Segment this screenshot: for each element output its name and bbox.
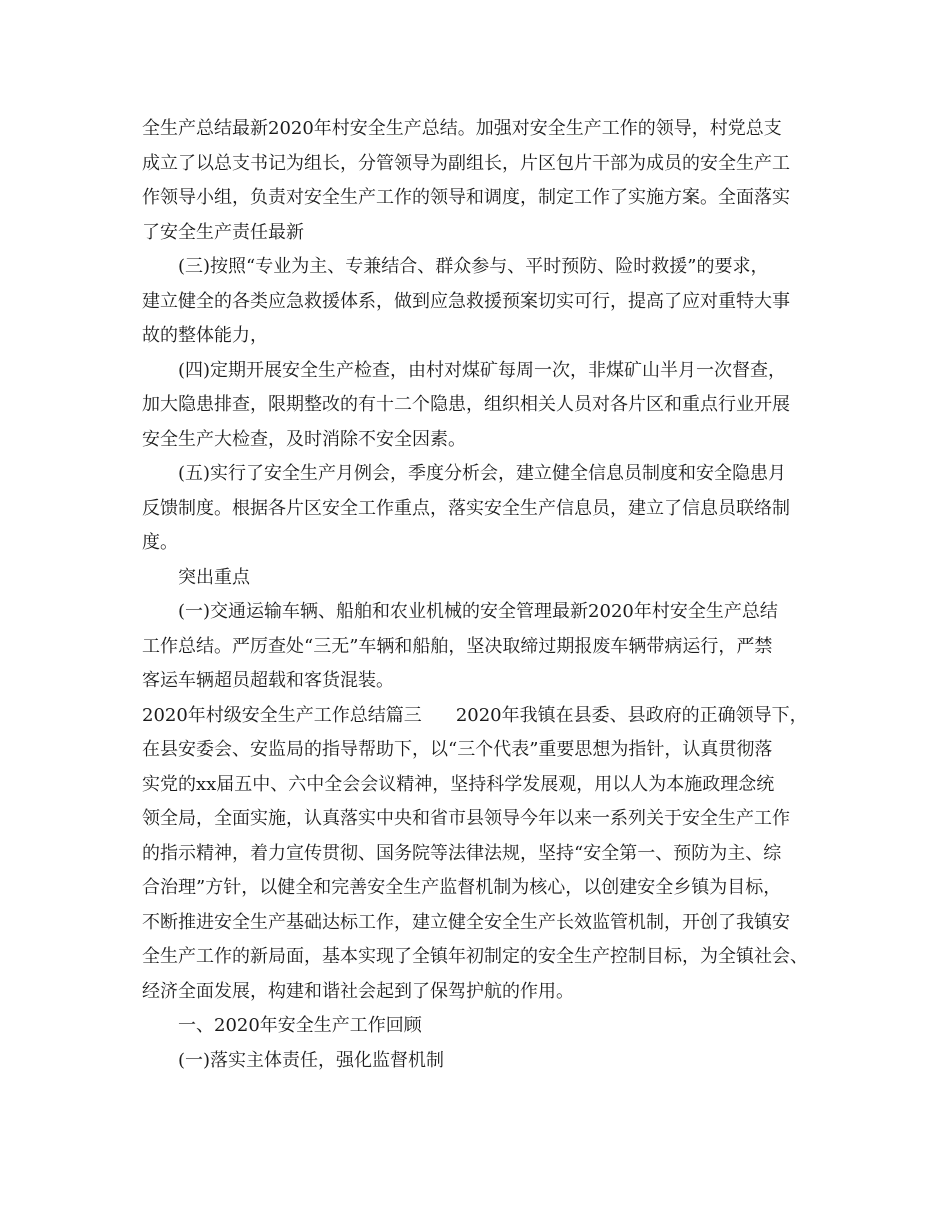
text-line: 工作总结。严厉查处“三无”车辆和船舶，坚决取缔过期报废车辆带病运行，严禁 — [142, 635, 773, 657]
text-line: 安全生产大检查，及时消除不安全因素。 — [142, 428, 466, 450]
article-title: 2020年村级安全生产工作总结篇三 — [142, 704, 422, 726]
text-line: 客运车辆超员超载和客货混装。 — [142, 670, 394, 691]
text-line: 全生产工作的新局面，基本实现了全镇年初制定的安全生产控制目标，为全镇社会、 — [142, 946, 808, 967]
subsection-heading: (一)落实主体责任，强化监督机制 — [178, 1049, 445, 1071]
text-line: 在县安委会、安监局的指导帮助下，以“三个代表”重要思想为指针，认真贯彻落 — [142, 739, 773, 760]
text-line — [142, 699, 832, 734]
text-line: 领全局，全面实施，认真落实中央和省市县领导今年以来一系列关于安全生产工作 — [142, 808, 790, 829]
text-line: 不断推进安全生产基础达标工作，建立健全安全生产长效监管机制，开创了我镇安 — [142, 911, 790, 933]
text-line: 了安全生产责任最新 — [142, 221, 304, 243]
text-line: 加大隐患排查，限期整改的有十二个隐患，组织相关人员对各片区和重点行业开展 — [142, 394, 790, 415]
paragraph-first-line: (四)定期开展安全生产检查，由村对煤矿每周一次，非煤矿山半月一次督查， — [178, 359, 787, 381]
text-line: 经济全面发展，构建和谐社会起到了保驾护航的作用。 — [142, 980, 574, 1002]
section-heading: 突出重点 — [178, 566, 250, 588]
text-line: 全生产总结最新2020年村安全生产总结。加强对安全生产工作的领导，村党总支 — [142, 118, 782, 139]
paragraph-first-line: (一)交通运输车辆、船舶和农业机械的安全管理最新2020年村安全生产总结 — [178, 601, 778, 622]
paragraph-first-line: (五)实行了安全生产月例会，季度分析会，建立健全信息员制度和安全隐患月 — [178, 463, 787, 484]
text-line: 度。 — [142, 532, 178, 553]
text-line: 故的整体能力， — [142, 325, 268, 346]
text-line: 实党的xx届五中、六中全会会议精神，坚持科学发展观，用以人为本施政理念统 — [142, 773, 775, 795]
document-body — [142, 112, 832, 1078]
text-line: 反馈制度。根据各片区安全工作重点，落实安全生产信息员，建立了信息员联络制 — [142, 497, 790, 519]
text-line: 成立了以总支书记为组长，分管领导为副组长，片区包片干部为成员的安全生产工 — [142, 152, 790, 174]
text-segment: 2020年我镇在县委、县政府的正确领导下， — [455, 704, 808, 726]
text-line: 的指示精神，着力宣传贯彻、国务院等法律法规，坚持“安全第一、预防为主、综 — [142, 842, 782, 864]
paragraph-first-line: (三)按照“专业为主、专兼结合、群众参与、平时预防、险时救援”的要求， — [178, 256, 769, 277]
section-heading: 一、2020年安全生产工作回顾 — [178, 1015, 422, 1036]
text-line: 建立健全的各类应急救援体系，做到应急救援预案切实可行，提高了应对重特大事 — [142, 290, 790, 312]
text-line: 合治理”方针，以健全和完善安全生产监督机制为核心，以创建安全乡镇为目标， — [142, 877, 782, 898]
text-line: 作领导小组，负责对安全生产工作的领导和调度，制定工作了实施方案。全面落实 — [142, 187, 790, 208]
